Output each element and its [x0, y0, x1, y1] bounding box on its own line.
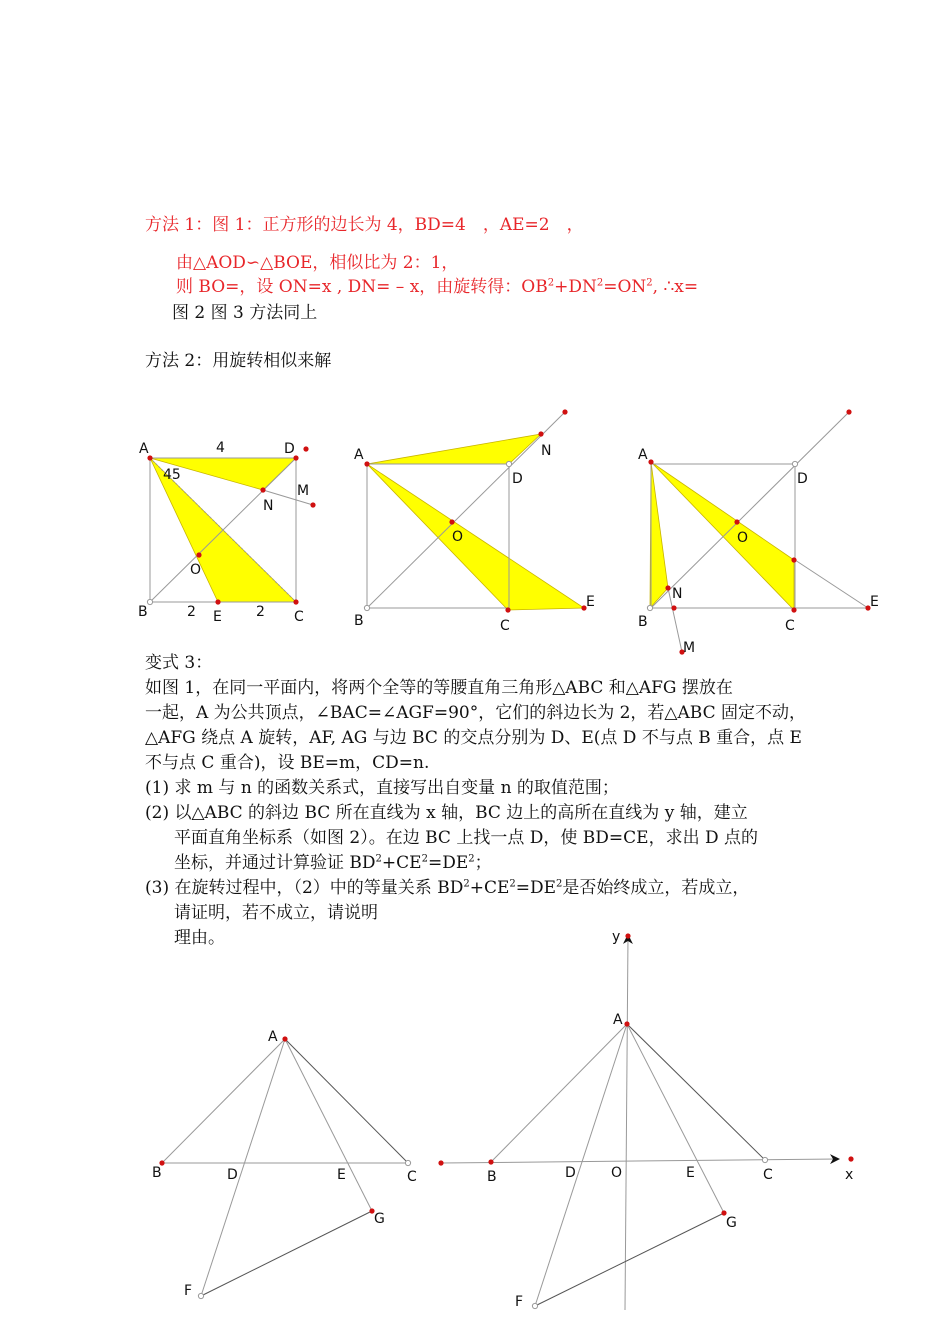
fig4-label-e: E: [337, 1167, 346, 1183]
fig4-point-a: [282, 1036, 287, 1041]
fig5-point-left: [438, 1160, 443, 1165]
fig3-point-dc: [791, 557, 796, 562]
fig3-diagonal-bd: [651, 412, 849, 608]
fig3-label-b: B: [638, 614, 648, 630]
variant3-title: 变式 3：: [145, 653, 213, 673]
fig2-shaded-bottom: [367, 464, 584, 610]
fig5-side-ab: [491, 1024, 627, 1162]
fig5-label-d: D: [565, 1165, 576, 1181]
fig1-label-e: E: [213, 609, 222, 625]
fig1-point-e: [215, 599, 220, 604]
method2-title: 方法 2：用旋转相似来解: [145, 351, 332, 371]
fig5-label-c: C: [763, 1167, 773, 1183]
fig1-label-ec: 2: [256, 604, 265, 620]
method1-line2: 由△AOD∽△BOE，相似比为 2：1，: [176, 253, 459, 273]
fig3-point-bc: [671, 605, 676, 610]
figure-2: [354, 409, 595, 634]
fig3-point-n: [665, 585, 670, 590]
fig3-label-e: E: [870, 594, 879, 610]
fig3-label-a: A: [638, 447, 648, 463]
fig5-side-ag: [627, 1024, 724, 1213]
fig5-label-b: B: [487, 1169, 497, 1185]
fig2-shaded-top: [367, 434, 541, 464]
fig4-label-f: F: [184, 1283, 193, 1299]
method1-line3: 则 BO=，设 ON=x , DN= – x，由旋转得：$OB^2+DN^2=ON^2$, ∴x=: [176, 277, 699, 297]
fig3-label-m: M: [683, 640, 696, 656]
fig5-point-x: [848, 1156, 853, 1161]
fig2-point-o: [449, 519, 454, 524]
fig4-side-fg: [201, 1211, 372, 1296]
fig4-label-c: C: [407, 1169, 417, 1185]
fig2-label-o: O: [452, 529, 464, 545]
fig1-point-m: [310, 502, 315, 507]
fig4-side-af: [201, 1039, 285, 1296]
fig3-point-a: [648, 459, 653, 464]
fig5-label-f: F: [515, 1294, 524, 1310]
fig4-point-c: [405, 1160, 410, 1165]
fig1-point-o: [196, 552, 201, 557]
figure-5: [438, 929, 853, 1310]
fig1-label-side: 4: [216, 440, 225, 456]
fig2-label-n: N: [541, 443, 552, 459]
fig5-label-a: A: [613, 1012, 623, 1028]
variant3-q1: (1) 求 m 与 n 的函数关系式，直接写出自变量 n 的取值范围；: [145, 778, 619, 798]
fig2-label-b: B: [354, 613, 364, 629]
fig3-label-d: D: [797, 471, 808, 487]
fig4-label-b: B: [152, 1165, 162, 1181]
fig3-segment-e: [795, 560, 868, 608]
fig5-point-b: [488, 1159, 493, 1164]
fig1-point-b: [147, 599, 152, 604]
method1-line1: 方法 1：图 1：正方形的边长为 4，BD=4 ，AE=2 ，: [145, 215, 584, 235]
variant3-q2b: 平面直角坐标系（如图 2）。在边 BC 上找一点 D，使 BD=CE，求出 D 点的: [174, 828, 759, 848]
fig4-side-ab: [162, 1039, 285, 1163]
fig3-label-n: N: [672, 586, 683, 602]
variant3-p2: 一起，A 为公共顶点，∠BAC=∠AGF=90°，它们的斜边长为 2，若△ABC 固定不动，: [145, 703, 807, 723]
fig2-point-d: [506, 461, 511, 466]
fig4-side-ac: [285, 1039, 408, 1163]
fig1-label-angle: 45: [163, 467, 181, 483]
fig1-point-n: [260, 487, 265, 492]
fig4-label-d: D: [227, 1167, 238, 1183]
fig2-label-d: D: [512, 471, 523, 487]
fig5-side-ac: [627, 1024, 765, 1160]
fig1-label-be: 2: [187, 604, 196, 620]
fig3-point-o: [734, 519, 739, 524]
variant3-p4: 不与点 C 重合)，设 BE=m，CD=n.: [145, 753, 430, 773]
variant3-q2c: 坐标，并通过计算验证 $BD^2+CE^2=DE^2$；: [174, 853, 492, 873]
fig5-point-y: [625, 933, 630, 938]
fig5-label-e: E: [686, 1165, 695, 1181]
fig1-point-c: [293, 599, 298, 604]
fig1-label-o: O: [190, 562, 202, 578]
fig3-label-c: C: [785, 618, 795, 634]
fig1-point-extra: [303, 446, 308, 451]
fig5-y-axis: [625, 936, 628, 1310]
fig5-point-a: [624, 1021, 629, 1026]
fig5-label-o: O: [611, 1165, 623, 1181]
fig2-label-e: E: [586, 594, 595, 610]
fig4-point-f: [198, 1293, 203, 1298]
fig3-shaded-left: [650, 462, 668, 608]
fig5-label-y: y: [612, 929, 621, 945]
fig2-point-extra: [562, 409, 567, 414]
variant3-p1: 如图 1，在同一平面内，将两个全等的等腰直角三角形△ABC 和△AFG 摆放在: [145, 678, 733, 698]
fig5-label-g: G: [726, 1215, 737, 1231]
fig4-label-a: A: [268, 1029, 278, 1045]
fig1-label-n: N: [263, 498, 274, 514]
fig5-side-fg: [535, 1213, 724, 1306]
fig2-label-c: C: [500, 618, 510, 634]
fig3-point-b: [647, 605, 652, 610]
variant3-q2a: (2) 以△ABC 的斜边 BC 所在直线为 x 轴，BC 边上的高所在直线为 y 轴，建立: [145, 803, 748, 823]
fig1-label-a: A: [139, 441, 149, 457]
fig3-point-extra: [846, 409, 851, 414]
fig1-label-d: D: [284, 441, 295, 457]
fig2-point-c: [505, 607, 510, 612]
fig2-point-n: [538, 431, 543, 436]
fig1-label-c: C: [294, 609, 304, 625]
method1-line4: 图 2 图 3 方法同上: [172, 303, 318, 323]
fig2-point-a: [364, 461, 369, 466]
fig3-label-o: O: [737, 530, 749, 546]
variant3-p3: △AFG 绕点 A 旋转，AF, AG 与边 BC 的交点分别为 D、E(点 D 不与点 B 重合，点 E: [145, 728, 802, 748]
variant3-q3b: 请证明，若不成立，请说明: [174, 903, 378, 923]
fig4-side-ag: [285, 1039, 372, 1211]
fig1-label-m: M: [297, 483, 310, 499]
fig5-point-f: [532, 1303, 537, 1308]
fig3-point-c: [791, 607, 796, 612]
figure-3: [638, 409, 879, 656]
fig1-label-b: B: [138, 604, 148, 620]
fig2-point-b: [364, 605, 369, 610]
fig5-x-axis: [441, 1159, 838, 1163]
variant3-q3c: 理由。: [174, 928, 225, 948]
variant3-q3a: (3) 在旋转过程中，（2）中的等量关系 $BD^2+CE^2=DE^2$是否始终成立，若成立，: [145, 878, 750, 898]
fig5-label-x: x: [845, 1167, 854, 1183]
fig4-label-g: G: [374, 1211, 385, 1227]
fig3-point-d: [792, 461, 797, 466]
fig5-point-c: [762, 1157, 767, 1162]
figure-1: [138, 440, 316, 625]
fig2-label-a: A: [354, 447, 364, 463]
figure-4: [152, 1029, 417, 1299]
